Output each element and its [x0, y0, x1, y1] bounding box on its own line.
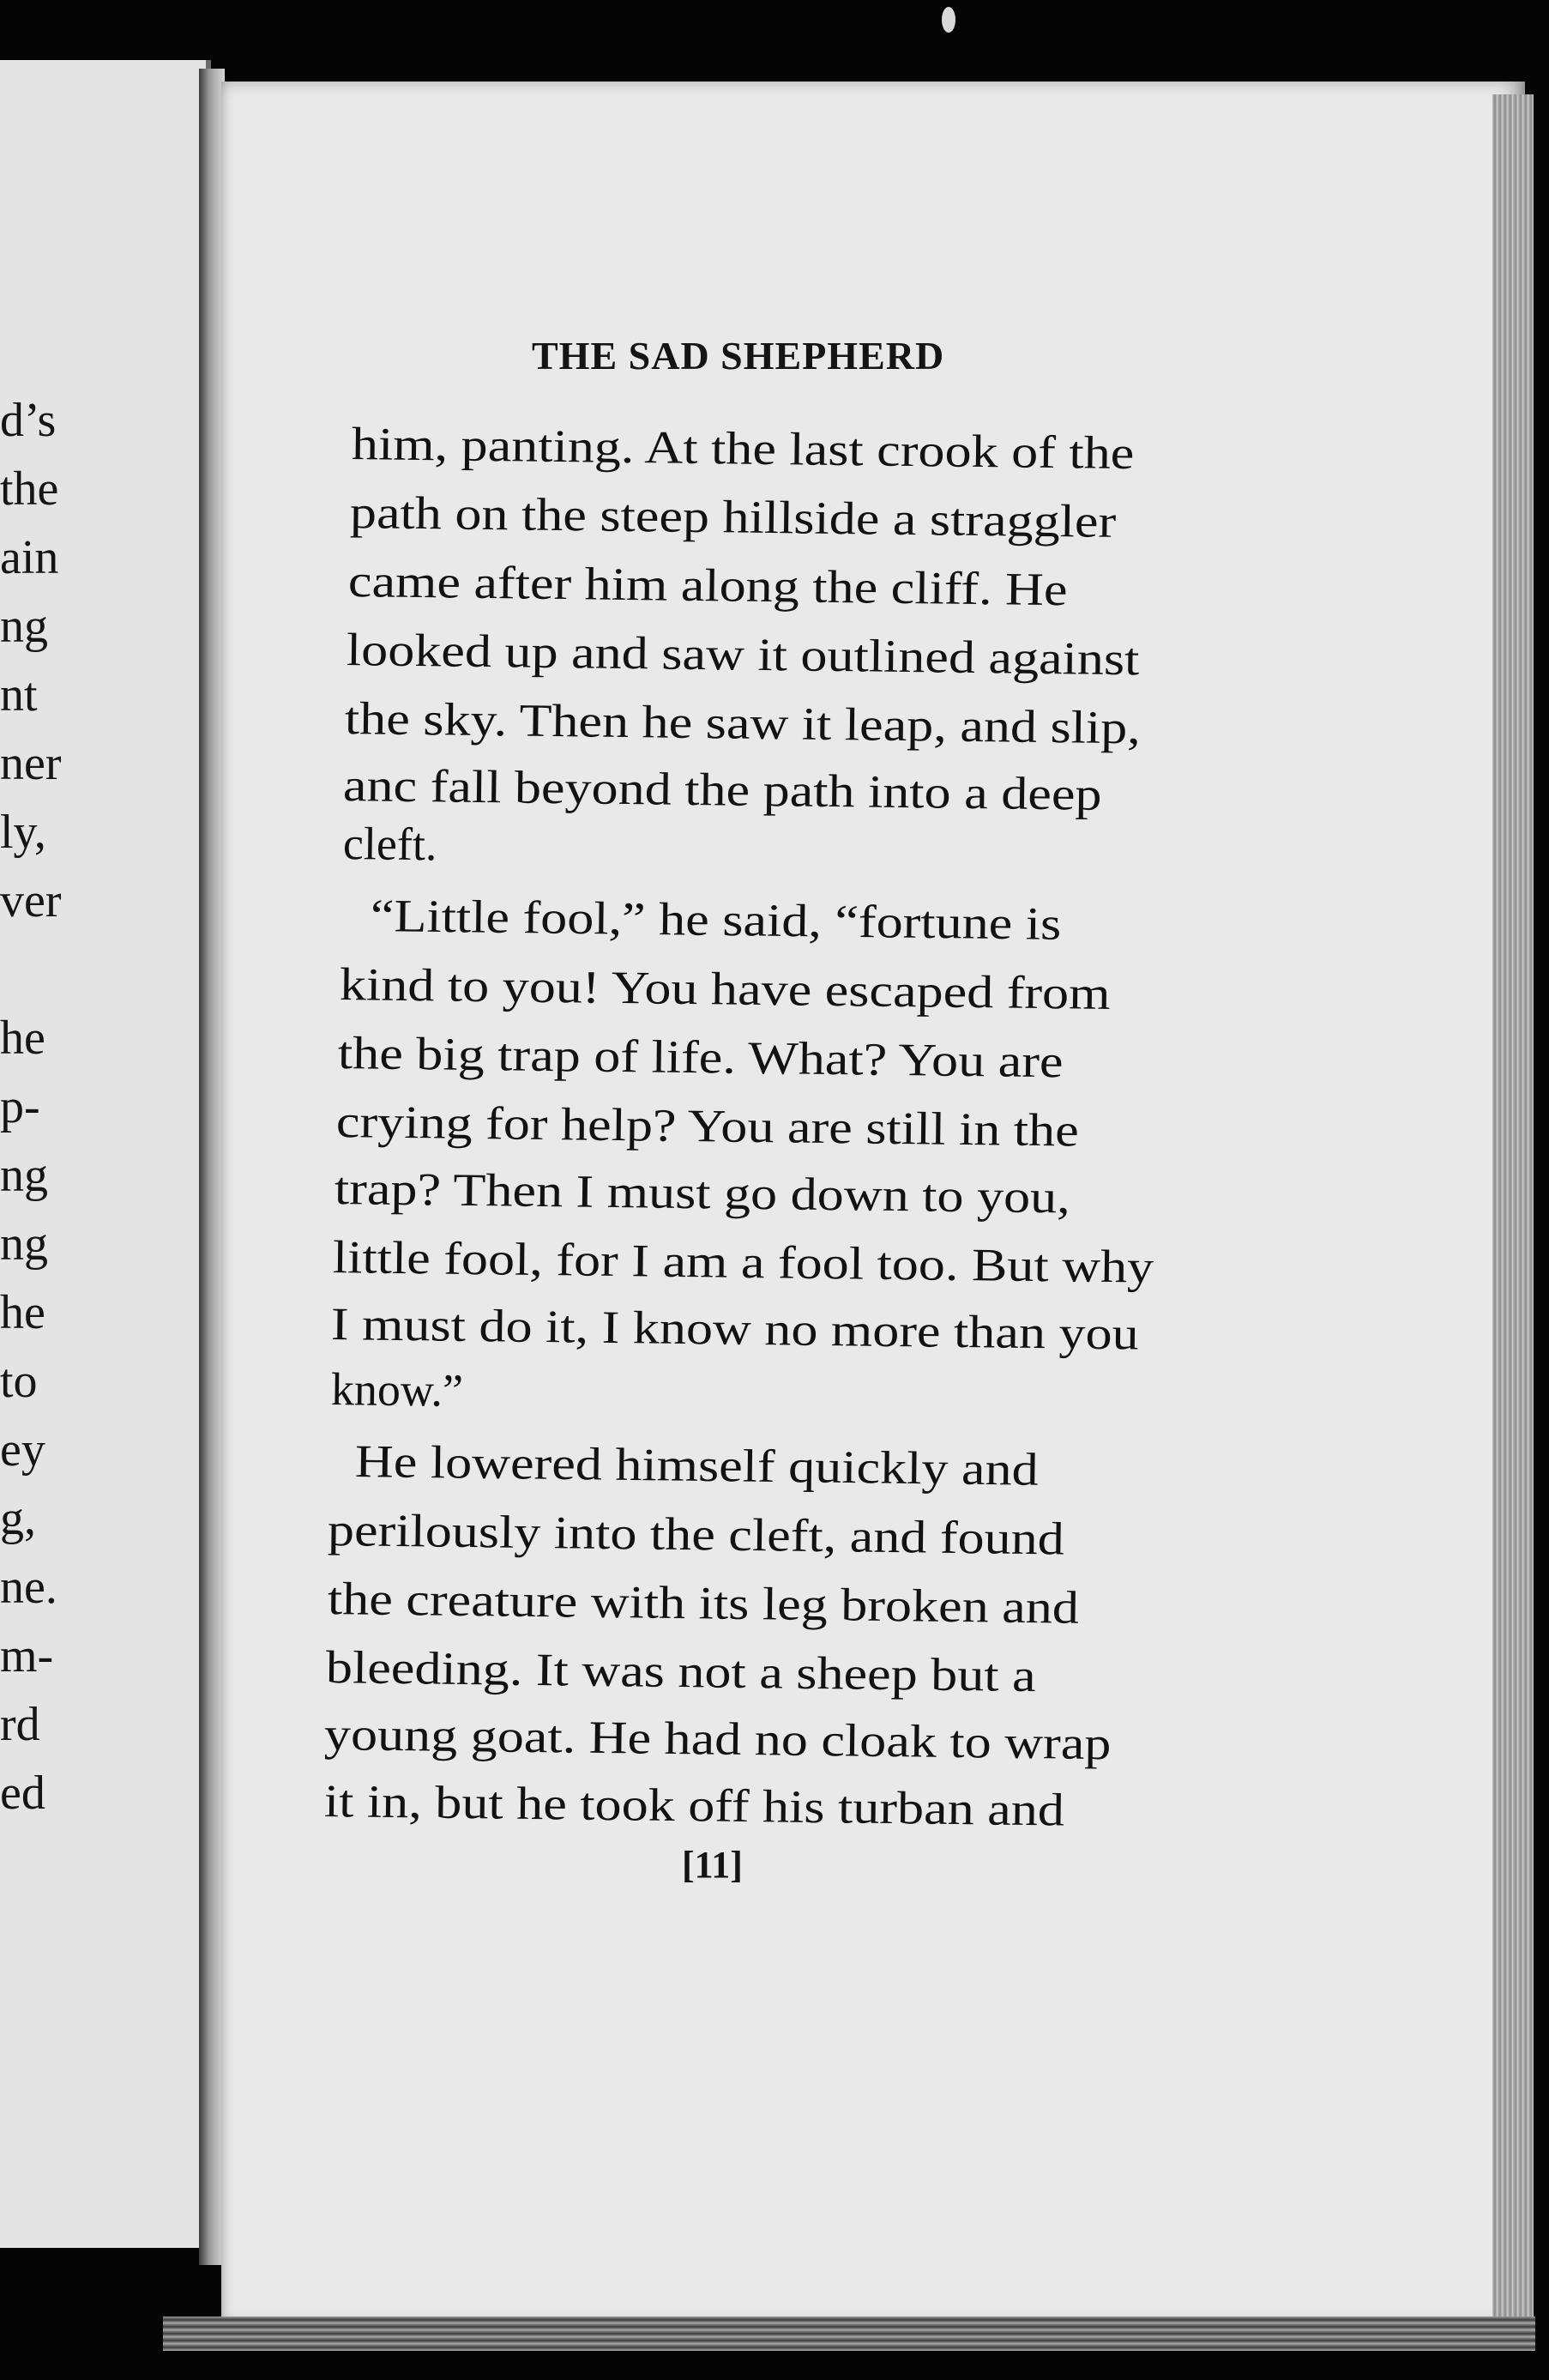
facing-line-fragment: he — [0, 1012, 45, 1065]
text-line: him, panting. At the last crook of the — [351, 418, 1135, 480]
text-line: know.” — [330, 1363, 464, 1417]
page-edge-stack — [1492, 94, 1534, 2325]
text-line: He lowered himself quickly and — [354, 1435, 1040, 1495]
facing-line-fragment: ed — [0, 1767, 45, 1820]
facing-line-fragment: ng — [0, 600, 48, 653]
scan-speck — [942, 7, 955, 33]
text-line: I must do it, I know no more than you — [330, 1298, 1140, 1360]
text-line: the creature with its leg broken and — [327, 1573, 1080, 1634]
facing-line-fragment: ain — [0, 531, 59, 584]
facing-line-fragment: to — [0, 1355, 38, 1408]
text-line: cleft. — [342, 818, 437, 871]
text-line: the big trap of life. What? You are — [337, 1027, 1064, 1088]
facing-page-fragment — [0, 60, 211, 2248]
text-line: came after him along the cliff. He — [347, 555, 1068, 616]
facing-line-fragment: ng — [0, 1217, 48, 1271]
facing-line-fragment: m- — [0, 1629, 54, 1682]
facing-line-fragment: ne. — [0, 1561, 57, 1614]
text-line: path on the steep hillside a straggler — [349, 486, 1117, 547]
facing-line-fragment: the — [0, 462, 59, 516]
text-line: young goat. He had no cloak to wrap — [323, 1708, 1112, 1770]
page-bottom-edge — [163, 2317, 1535, 2351]
text-line: perilously into the cleft, and found — [327, 1504, 1065, 1565]
facing-line-fragment: p- — [0, 1080, 40, 1133]
facing-line-fragment: ng — [0, 1149, 48, 1202]
facing-line-fragment: ey — [0, 1423, 45, 1477]
text-line: bleeding. It was not a sheep but a — [325, 1641, 1037, 1702]
text-line: it in, but he took off his turban and — [323, 1775, 1065, 1836]
facing-line-fragment: ly, — [0, 806, 46, 859]
page-number: [11] — [682, 1844, 743, 1886]
facing-line-fragment: ner — [0, 737, 62, 790]
text-line: anc fall beyond the path into a deep — [342, 759, 1102, 820]
text-line: the sky. Then he saw it leap, and slip, — [344, 692, 1142, 754]
facing-line-fragment: g, — [0, 1492, 36, 1545]
facing-line-fragment: d’s — [0, 394, 57, 447]
facing-line-fragment: ver — [0, 874, 62, 927]
text-line: crying for help? You are still in the — [335, 1096, 1080, 1157]
text-line: “Little fool,” he said, “fortune is — [370, 890, 1062, 950]
facing-line-fragment: nt — [0, 668, 38, 722]
text-line: kind to you! You have escaped from — [339, 958, 1111, 1019]
facing-line-fragment: rd — [0, 1698, 40, 1751]
facing-line-fragment: he — [0, 1286, 45, 1339]
running-head: THE SAD SHEPHERD — [532, 334, 945, 378]
text-line: looked up and saw it outlined against — [346, 624, 1140, 686]
text-line: trap? Then I must go down to you, — [334, 1163, 1071, 1223]
text-line: little fool, for I am a fool too. But why — [332, 1231, 1154, 1293]
